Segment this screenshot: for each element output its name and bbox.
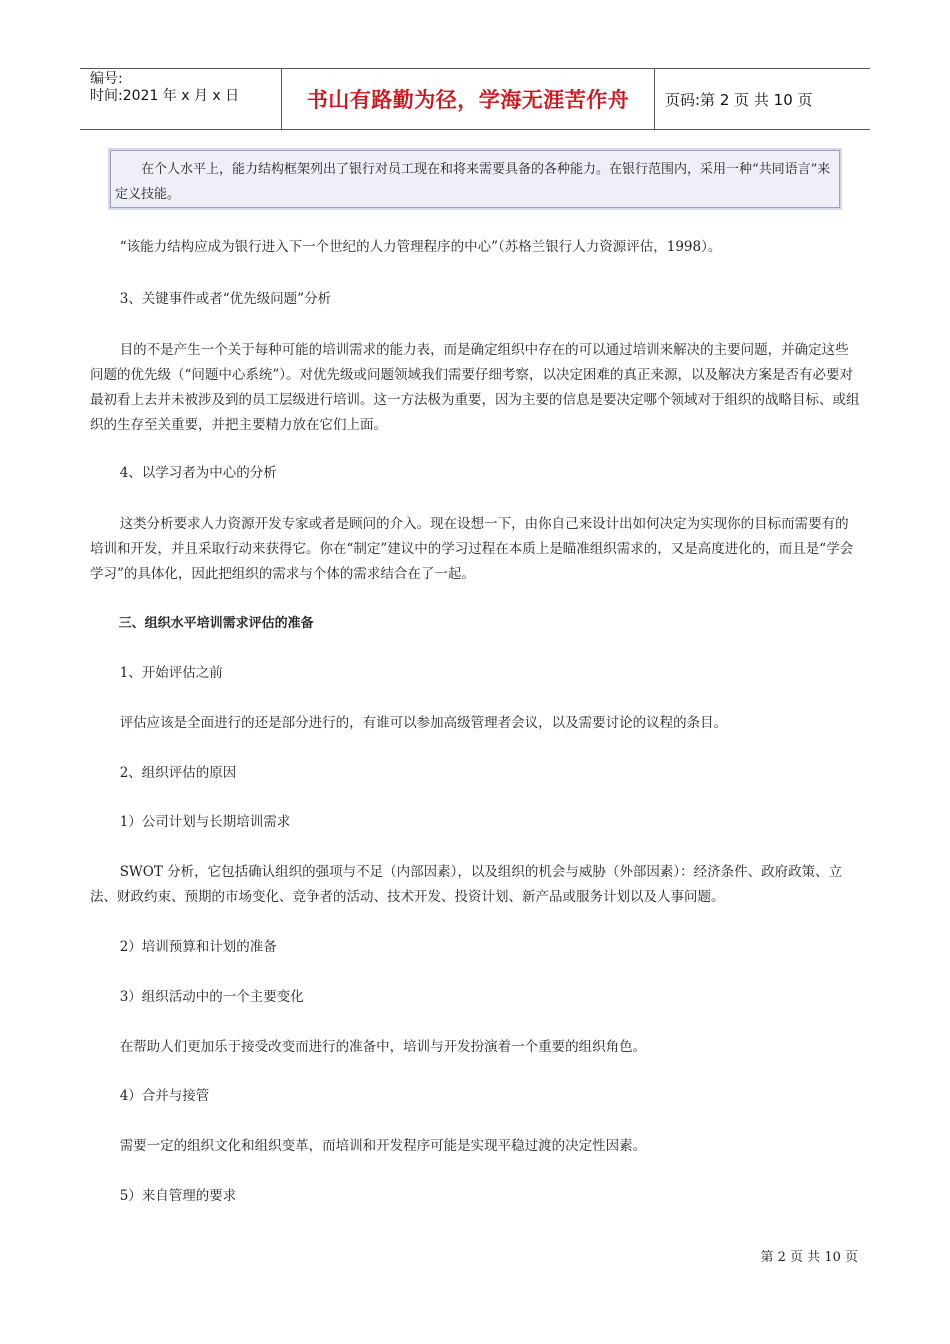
time-label: 时间:2021 年 x 月 x 日: [90, 88, 240, 104]
subsection-heading-3: 3）组织活动中的一个主要变化: [119, 989, 304, 1005]
header-meta: [80, 69, 282, 129]
number-label: 编号:: [90, 71, 123, 87]
paragraph-merger: 需要一定的组织文化和组织变革，而培训和开发程序可能是实现平稳过渡的决定性因素。: [119, 1138, 647, 1154]
subsection-heading-1: 1）公司计划与长期培训需求: [119, 814, 291, 830]
section-heading-4: 4、以学习者为中心的分析: [119, 465, 277, 481]
quote-box: [110, 150, 840, 208]
subsection-heading-2: 2）培训预算和计划的准备: [119, 939, 277, 955]
header-page-info: 页码:第 2 页 共 10 页: [665, 90, 813, 109]
footer-page-info: 第 2 页 共 10 页: [760, 1250, 858, 1265]
paragraph-citation: “该能力结构应成为银行进入下一个世纪的人力管理程序的中心”（苏格兰银行人力资源评估，1998）。: [119, 239, 722, 255]
header-motto: 书山有路勤为径，学海无涯苦作舟: [282, 69, 655, 129]
chapter-heading-3: 三、组织水平培训需求评估的准备: [118, 616, 314, 631]
section-heading-1: 1、开始评估之前: [119, 665, 223, 681]
paragraph-before-assessment: 评估应该是全面进行的还是部分进行的，有谁可以参加高级管理者会议，以及需要讨论的议程的条目。: [119, 715, 728, 731]
document-header: [80, 68, 870, 130]
subsection-heading-4: 4）合并与接管: [119, 1088, 210, 1104]
paragraph-change: 在帮助人们更加乐于接受改变而进行的准备中，培训与开发扮演着一个重要的组织角色。: [119, 1039, 647, 1055]
paragraph-learner-centered: 这类分析要求人力资源开发专家或者是顾问的介入。现在设想一下，由你自己来设计出如何决定为实现你的目标而需要有的培训和开发，并且采取行动来获得它。你在“制定”建议中的学习过程在本质上是瞄准组织需求的，又是高度进化的，而且是“学会学习”的具体化，因此把组织的需求与个体的需求结合在了一起。: [90, 516, 854, 582]
section-heading-2: 2、组织评估的原因: [119, 765, 237, 781]
quote-text: 在个人水平上，能力结构框架列出了银行对员工现在和将来需要具备的各种能力。在银行范围内，采用一种“共同语言”来定义技能。: [115, 162, 831, 202]
section-heading-3: 3、关键事件或者“优先级问题”分析: [119, 291, 332, 307]
paragraph-swot: SWOT 分析，它包括确认组织的强项与不足（内部因素），以及组织的机会与威胁（外部因素）：经济条件、政府政策、立法、财政约束、预期的市场变化、竞争者的活动、技术开发、投资计划、新产品或服务计划以及人事问题。: [90, 864, 843, 905]
subsection-heading-5: 5）来自管理的要求: [119, 1188, 237, 1204]
paragraph-critical-events: 目的不是产生一个关于每种可能的培训需求的能力表，而是确定组织中存在的可以通过培训来解决的主要问题，并确定这些问题的优先级（“问题中心系统”）。对优先级或问题领域我们需要仔细考察，以决定困难的真正来源，以及解决方案是否有必要对最初看上去并未被涉及到的员工层级进行培训。这一方法极为重要，因为主要的信息是要决定哪个领域对于组织的战略目标、或组织的生存至关重要，并把主要精力放在它们上面。: [90, 342, 860, 433]
